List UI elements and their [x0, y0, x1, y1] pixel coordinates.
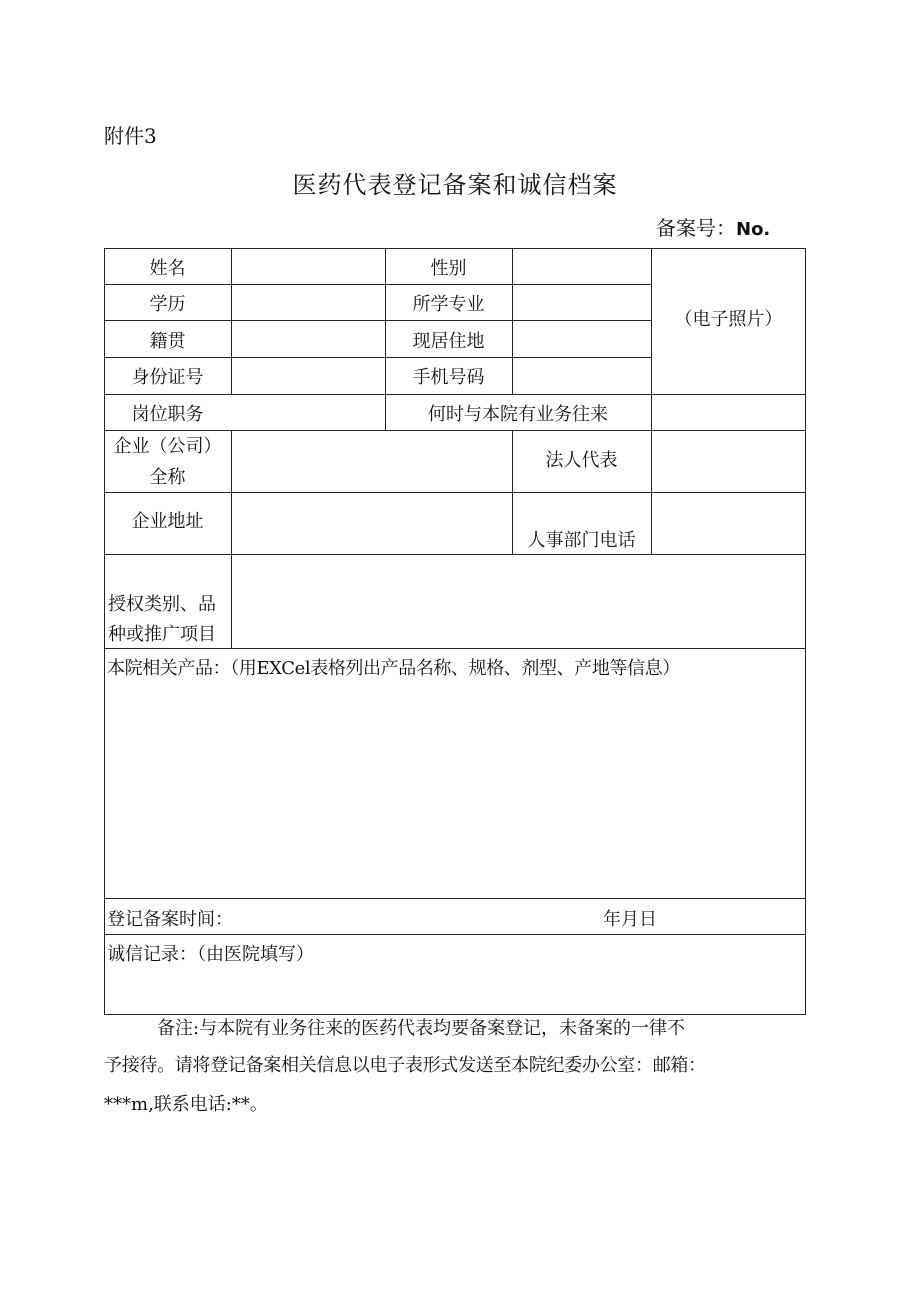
page-title: 医药代表登记备案和诚信档案: [292, 171, 618, 199]
mobile-label: 手机号码: [412, 367, 485, 388]
hr-phone-label: 人事部门电话: [527, 530, 636, 551]
residence-label: 现居住地: [412, 331, 485, 352]
photo-placeholder: （电子照片）: [674, 309, 783, 330]
filing-number-label: 备案号：: [656, 216, 736, 240]
native-place-label: 籍贯: [149, 331, 186, 352]
company-name-label-line1: 企业（公司）: [113, 436, 222, 457]
authorization-label-line2: 种或推广项目: [108, 624, 216, 645]
gender-label: 性别: [430, 258, 467, 279]
footnote-line1: 备注:与本院有业务往来的医药代表均要备案登记，未备案的一律不: [157, 1018, 686, 1039]
name-label: 姓名: [149, 258, 186, 279]
attachment-label: 附件3: [104, 124, 157, 148]
date-label: 年月日: [603, 909, 657, 930]
major-label: 所学专业: [412, 294, 485, 315]
registration-time-label: 登记备案时间：: [107, 909, 233, 930]
filing-number-value: No.: [736, 219, 771, 240]
products-label: 本院相关产品：（用EXCel表格列出产品名称、规格、剂型、产地等信息）: [107, 658, 680, 679]
business-since-label: 何时与本院有业务往来: [428, 404, 608, 425]
education-label: 学历: [149, 294, 186, 315]
legal-rep-label: 法人代表: [545, 450, 618, 471]
id-number-label: 身份证号: [131, 367, 204, 388]
footnote-line3: ***m,联系电话:**。: [104, 1094, 268, 1115]
company-address-label: 企业地址: [131, 511, 204, 532]
footnote-line2: 予接待。请将登记备案相关信息以电子表形式发送至本院纪委办公室：邮箱：: [104, 1055, 706, 1076]
integrity-record-label: 诚信记录：（由医院填写）: [107, 944, 314, 965]
authorization-label-line1: 授权类别、品: [108, 594, 216, 615]
company-name-label-line2: 全称: [149, 467, 186, 488]
position-label: 岗位职务: [131, 404, 204, 425]
